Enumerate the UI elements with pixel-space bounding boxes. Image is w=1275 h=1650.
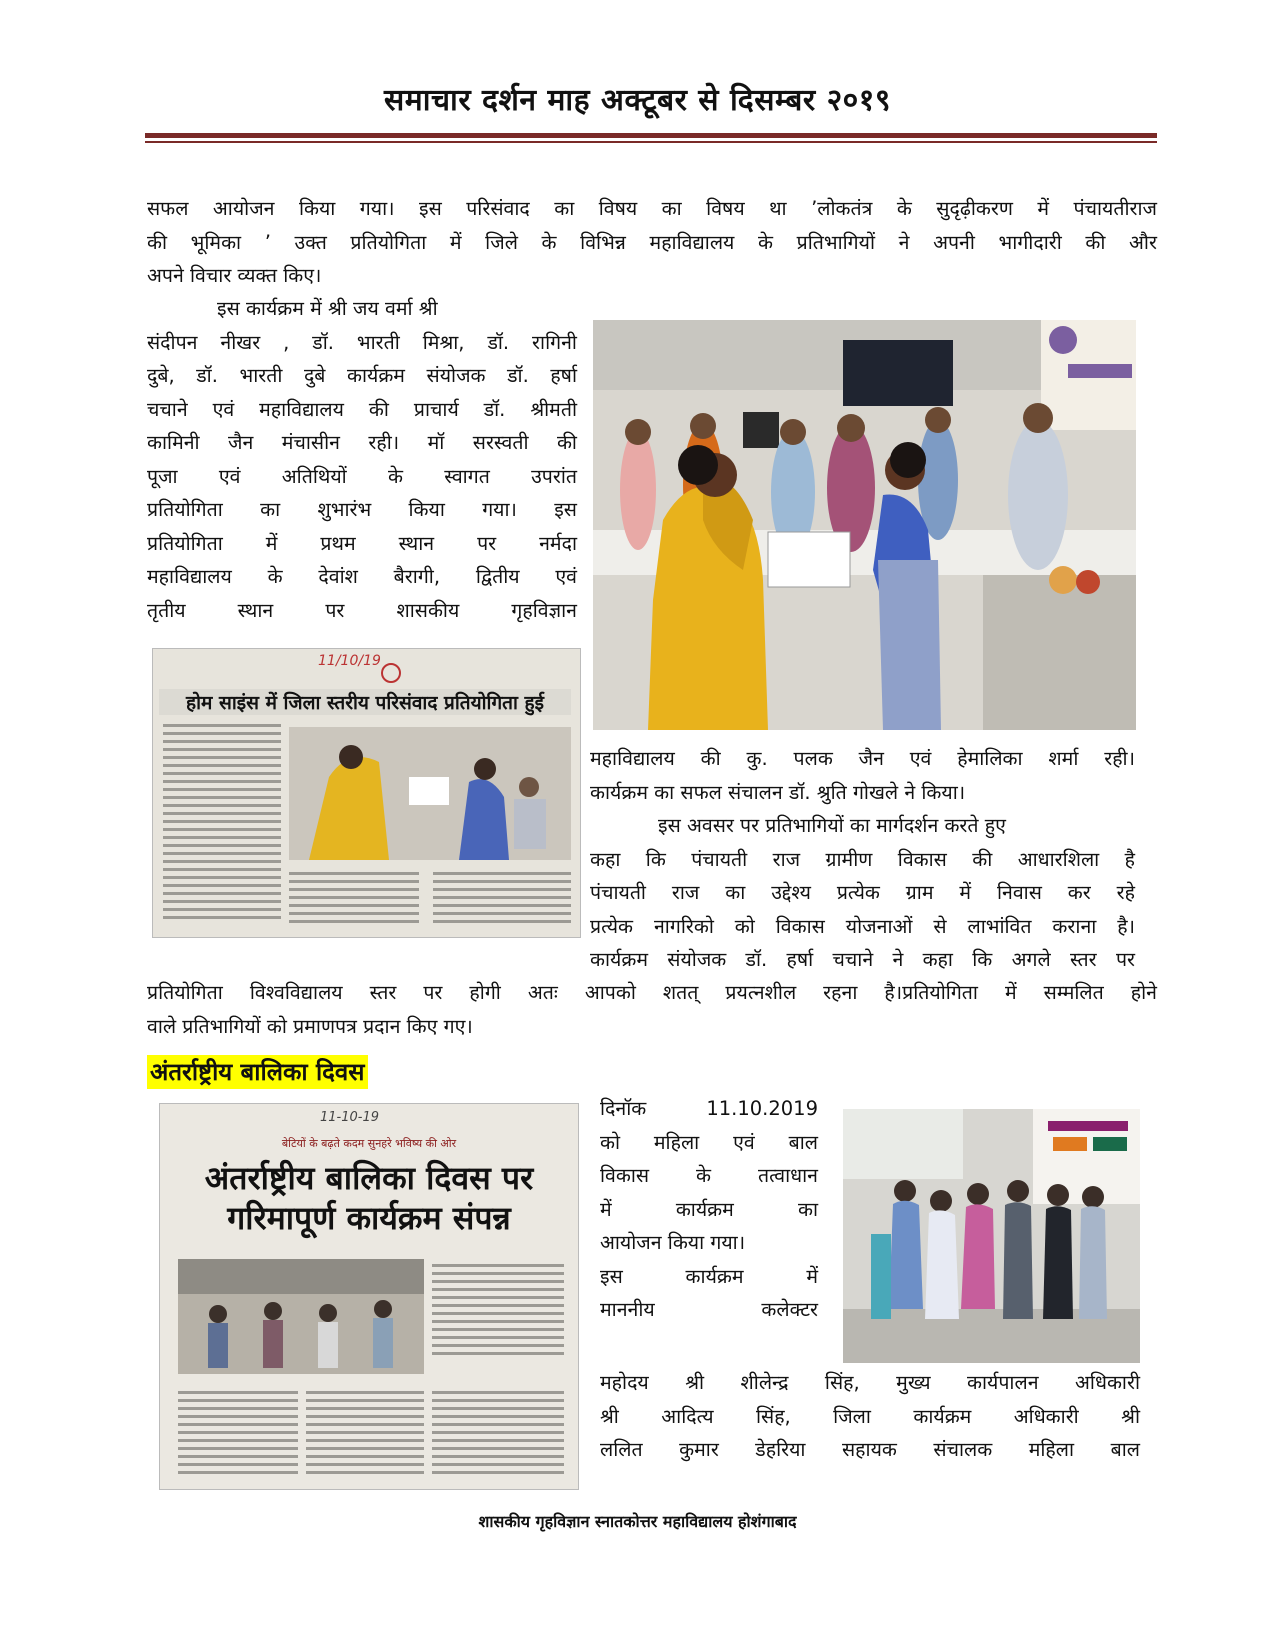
- handwritten-mark: [381, 663, 401, 683]
- header-divider: [145, 133, 1157, 138]
- paragraph-guests: [147, 292, 577, 627]
- header-divider-thin: [145, 141, 1157, 143]
- text-line: माननीय कलेक्टर: [600, 1298, 818, 1321]
- paragraph-conclusion: [147, 976, 1157, 1043]
- text-line: प्रतियोगिता विश्वविद्यालय स्तर पर होगी अतः आपको शतत् प्रयत्नशील रहना है।प्रतियोगिता में सम्मलित होने: [147, 981, 1157, 1004]
- text-line: इस कार्यक्रम में: [600, 1264, 818, 1288]
- clipping-text-column: [163, 719, 281, 924]
- text-line: प्रतियोगिता का शुभारंभ किया गया। इस: [147, 498, 577, 521]
- text-line: कामिनी जैन मंचासीन रही। मॉ सरस्वती की: [147, 431, 577, 454]
- text-line: आयोजन किया गया।: [600, 1231, 746, 1254]
- text-line: चचाने एवं महाविद्यालय की प्राचार्य डॉ. श्रीमती: [147, 397, 577, 421]
- text-line: सफल आयोजन किया गया। इस परिसंवाद का विषय का विषय था ’लोकतंत्र के सुदृढ़ीकरण में पंचायतीराज: [147, 197, 1157, 220]
- text-line: प्रत्येक नागरिको को विकास योजनाओं से लाभांवित कराना है।: [590, 914, 1135, 938]
- clipping-text-column: [306, 1386, 424, 1479]
- text-line: महाविद्यालय के देवांश बैरागी, द्वितीय एवं: [147, 565, 577, 588]
- text-line: पंचायती राज का उद्देश्य प्रत्येक ग्राम में निवास कर रहे: [590, 881, 1135, 904]
- clipping-text-column: [432, 1259, 564, 1360]
- clipping-headline: होम साइंस में जिला स्तरीय परिसंवाद प्रतियोगिता हुई: [159, 689, 571, 715]
- page-title: समाचार दर्शन माह अक्टूबर से दिसम्बर २०१९: [384, 83, 891, 118]
- event-photo: [843, 1109, 1140, 1363]
- text-line: तृतीय स्थान पर शासकीय गृहविज्ञान: [147, 598, 577, 622]
- clipping-text-column: [433, 867, 571, 928]
- ceremony-photo: [593, 320, 1136, 730]
- handwritten-date: 11-10-19: [320, 1110, 380, 1125]
- newspaper-clipping-seminar: [152, 648, 581, 938]
- text-line: में कार्यक्रम का: [600, 1197, 818, 1221]
- text-line: इस कार्यक्रम में श्री जय वर्मा श्री: [217, 297, 438, 320]
- text-line: की भूमिका ’ उक्त प्रतियोगिता में जिले के विभिन्न महाविद्यालय के प्रतिभागियों ने अपनी भागीदारी की और: [147, 230, 1157, 254]
- paragraph-winners: [590, 742, 1135, 809]
- text-line: कहा कि पंचायती राज ग्रामीण विकास की आधारशिला है: [590, 847, 1135, 871]
- clipping-photo: [178, 1259, 424, 1374]
- clipping-text-column: [178, 1386, 298, 1479]
- newspaper-clipping-girl-child-day: [159, 1103, 579, 1490]
- clipping-headline: अंतर्राष्ट्रीय बालिका दिवस पर: [204, 1159, 534, 1197]
- paragraph-guidance: [590, 809, 1135, 977]
- clipping-text-column: [289, 867, 419, 928]
- paragraph-event-date: [600, 1092, 818, 1327]
- text-line: को महिला एवं बाल: [600, 1130, 818, 1154]
- text-line: अपने विचार व्यक्त किए।: [147, 264, 322, 287]
- section-heading: अंतर्राष्ट्रीय बालिका दिवस: [147, 1055, 368, 1089]
- text-line: वाले प्रतिभागियों को प्रमाणपत्र प्रदान किए गए।: [147, 1014, 473, 1038]
- clipping-photo: [289, 727, 571, 860]
- text-line: महाविद्यालय की कु. पलक जैन एवं हेमालिका शर्मा रही।: [590, 747, 1135, 770]
- text-line: दिनॉक 11.10.2019: [600, 1097, 818, 1120]
- paragraph-officials: [600, 1366, 1140, 1467]
- handwritten-date: 11/10/19: [318, 653, 381, 669]
- text-line: श्री आदित्य सिंह, जिला कार्यक्रम अधिकारी श्री: [600, 1404, 1140, 1428]
- paragraph-intro: [147, 192, 1157, 293]
- text-line: इस अवसर पर प्रतिभागियों का मार्गदर्शन करते हुए: [658, 814, 1006, 837]
- clipping-kicker: बेटियों के बढ़ते कदम सुनहरे भविष्य की ओर: [281, 1137, 457, 1150]
- text-line: प्रतियोगिता में प्रथम स्थान पर नर्मदा: [147, 531, 577, 555]
- page-footer: शासकीय गृहविज्ञान स्नातकोत्तर महाविद्यालय होशंगाबाद: [478, 1512, 797, 1531]
- text-line: दुबे, डॉ. भारती दुबे कार्यक्रम संयोजक डॉ. हर्षा: [147, 364, 577, 387]
- text-line: कार्यक्रम संयोजक डॉ. हर्षा चचाने ने कहा कि अगले स्तर पर: [590, 948, 1135, 971]
- text-line: महोदय श्री शीलेन्द्र सिंह, मुख्य कार्यपालन अधिकारी: [600, 1371, 1140, 1394]
- clipping-text-column: [432, 1386, 564, 1479]
- text-line: विकास के तत्वाधान: [600, 1164, 818, 1187]
- text-line: कार्यक्रम का सफल संचालन डॉ. श्रुति गोखले ने किया।: [590, 780, 966, 804]
- text-line: ललित कुमार डेहरिया सहायक संचालक महिला बाल: [600, 1438, 1140, 1461]
- text-line: पूजा एवं अतिथियों के स्वागत उपरांत: [147, 464, 577, 488]
- clipping-headline: गरिमापूर्ण कार्यक्रम संपन्न: [227, 1199, 511, 1237]
- text-line: संदीपन नीखर , डॉ. भारती मिश्रा, डॉ. रागिनी: [147, 330, 577, 354]
